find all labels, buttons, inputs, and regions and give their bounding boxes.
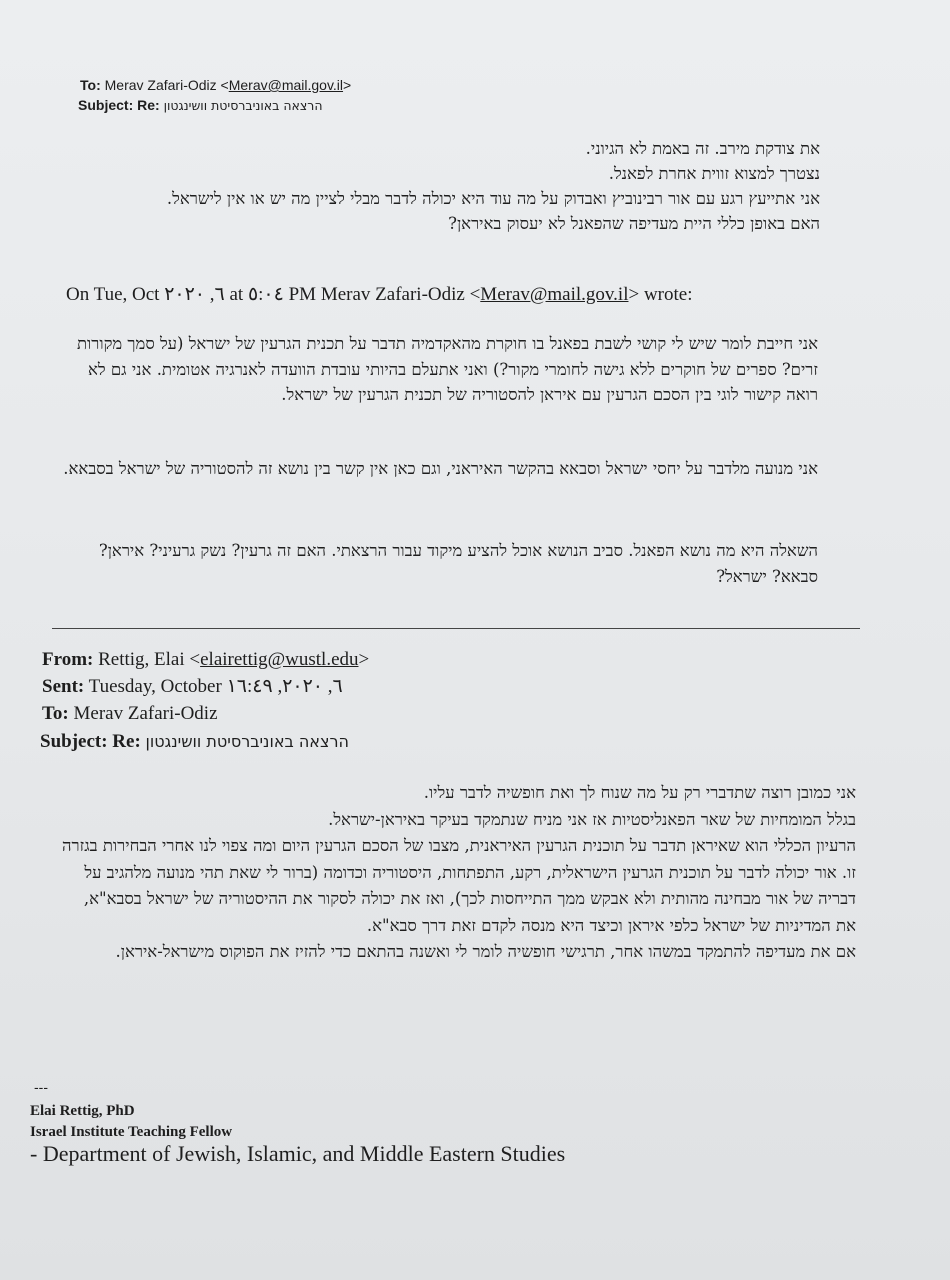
subject-line-2 [40,731,349,753]
quoted-paragraph-3: השאלה היא מה נושא הפאנל. סביב הנושא אוכל להציע מיקוד עבור הרצאתי. האם זה גרעין? נשק גרעיני? איראן? סבאא? ישראל? [98,541,818,586]
reply-line: את צודקת מירב. זה באמת לא הגיוני. [585,139,820,158]
from-label: From: [42,649,94,670]
to-label: To: [80,77,101,93]
signature-title: Israel Institute Teaching Fellow [30,1124,233,1140]
from-name: Rettig, Elai < [98,649,201,670]
from-email-link[interactable]: elairettig@wustl.edu [200,649,359,670]
sent-label: Sent: [42,676,85,697]
quote-email-link[interactable]: Merav@mail.gov.il [480,284,629,305]
subject-label: Subject: Re: [78,97,160,113]
quoted-paragraph-1: אני חייבת לומר שיש לי קושי לשבת בפאנל בו חוקרת מהאקדמיה תדבר על תכנית הגרעין של ישראל (על סמך מקורות זרים? ספרים של חוקרים ללא גישה לחומרי מקור?) ואני אתעלם בהיותי עובדת הוועדה לאנרגיה אטומית. אני גם לא רואה קישור לוגי בין הסכם הגרעין עם איראן להסטוריה של תכנית הגרעין של ישראל. [76,334,818,404]
quoted-paragraph-2: אני מנועה מלדבר על יחסי ישראל וסבאא בהקשר האיראני, וגם כאן אין קשר בין נושא זה להסטוריה של ישראל בסבאא. [63,459,818,478]
to-value: Merav Zafari-Odiz [73,703,218,724]
reply-block [100,136,820,236]
divider-line [52,628,860,629]
reply-line: אני אתייעץ רגע עם אור רבינוביץ ואבדוק על מה עוד היא יכולה לדבר מבלי לציין מה יש או אין לישראל. [166,189,820,208]
reply-line: נצטרך למצוא זווית אחרת לפאנל. [608,164,820,183]
to-line [42,703,218,725]
signature-dashes: --- [34,1079,48,1095]
body-paragraph-4: אם את מעדיפה להתמקד במשהו אחר, תרגישי חופשיה לומר לי ואשנה בהתאם כדי להזיז את הפוקוס מישראל-איראן. [115,942,856,961]
message-body [60,780,856,966]
subject-label-2: Subject: Re: [40,731,141,752]
to-email-link[interactable]: Merav@mail.gov.il [228,77,344,93]
reply-line: האם באופן כללי היית מעדיפה שהפאנל לא יעסוק באיראן? [448,214,820,233]
header-subject-line [78,97,323,113]
to-label-2: To: [42,703,69,724]
subject-text: הרצאה באוניברסיטת וושינגטון [163,98,323,113]
body-paragraph-1: אני כמובן רוצה שתדברי רק על מה שנוח לך ואת חופשיה לדבר עליו. [423,783,856,802]
subject-value-2: הרצאה באוניברסיטת וושינגטון [145,732,349,751]
from-line [42,649,369,671]
quote-suffix: > wrote: [628,284,693,305]
to-name: Merav Zafari-Odiz < [104,77,229,93]
quote-prefix: On Tue, Oct ٦, ٢٠٢٠ at ٥:٠٤ PM Merav Zafari-Odiz < [66,284,481,305]
sent-line [42,675,343,698]
from-close: > [358,649,370,670]
signature-department: - Department of Jewish, Islamic, and Middle Eastern Studies [30,1141,566,1166]
quote-header [66,283,693,306]
sent-value: Tuesday, October ٦, ٢٠٢٠, ١٦:٤٩ [88,676,343,697]
signature-name: Elai Rettig, PhD [30,1103,135,1119]
body-paragraph-3: הרעיון הכללי הוא שאיראן תדבר על תוכנית הגרעין האיראנית, מצבו של הסכם הגרעין היום ומה צפוי לנו אחרי הבחירות בגזרה זו. אור יכולה לדבר על תוכנית הגרעין הישראלית, רקע, התפתחות, היסטוריה וכדומה (ברור לי שאת תהי מנועה מלהגיב על דבריה של אור מבחינה מהותית ולא אבקש ממך התייחסות לכך), ואז את יכולה לסקור את ההיסטוריה של ישראל בסבא"א, את המדיניות של ישראל כלפי איראן וכיצד היא מנסה לקדם זאת דרך סבא"א. [62,836,856,935]
header-to-line [80,77,351,93]
to-close: > [343,77,352,93]
body-paragraph-2: בגלל המומחיות של שאר הפאנליסטיות אז אני מניח שנתמקד בעיקר באיראן-ישראל. [328,809,856,829]
